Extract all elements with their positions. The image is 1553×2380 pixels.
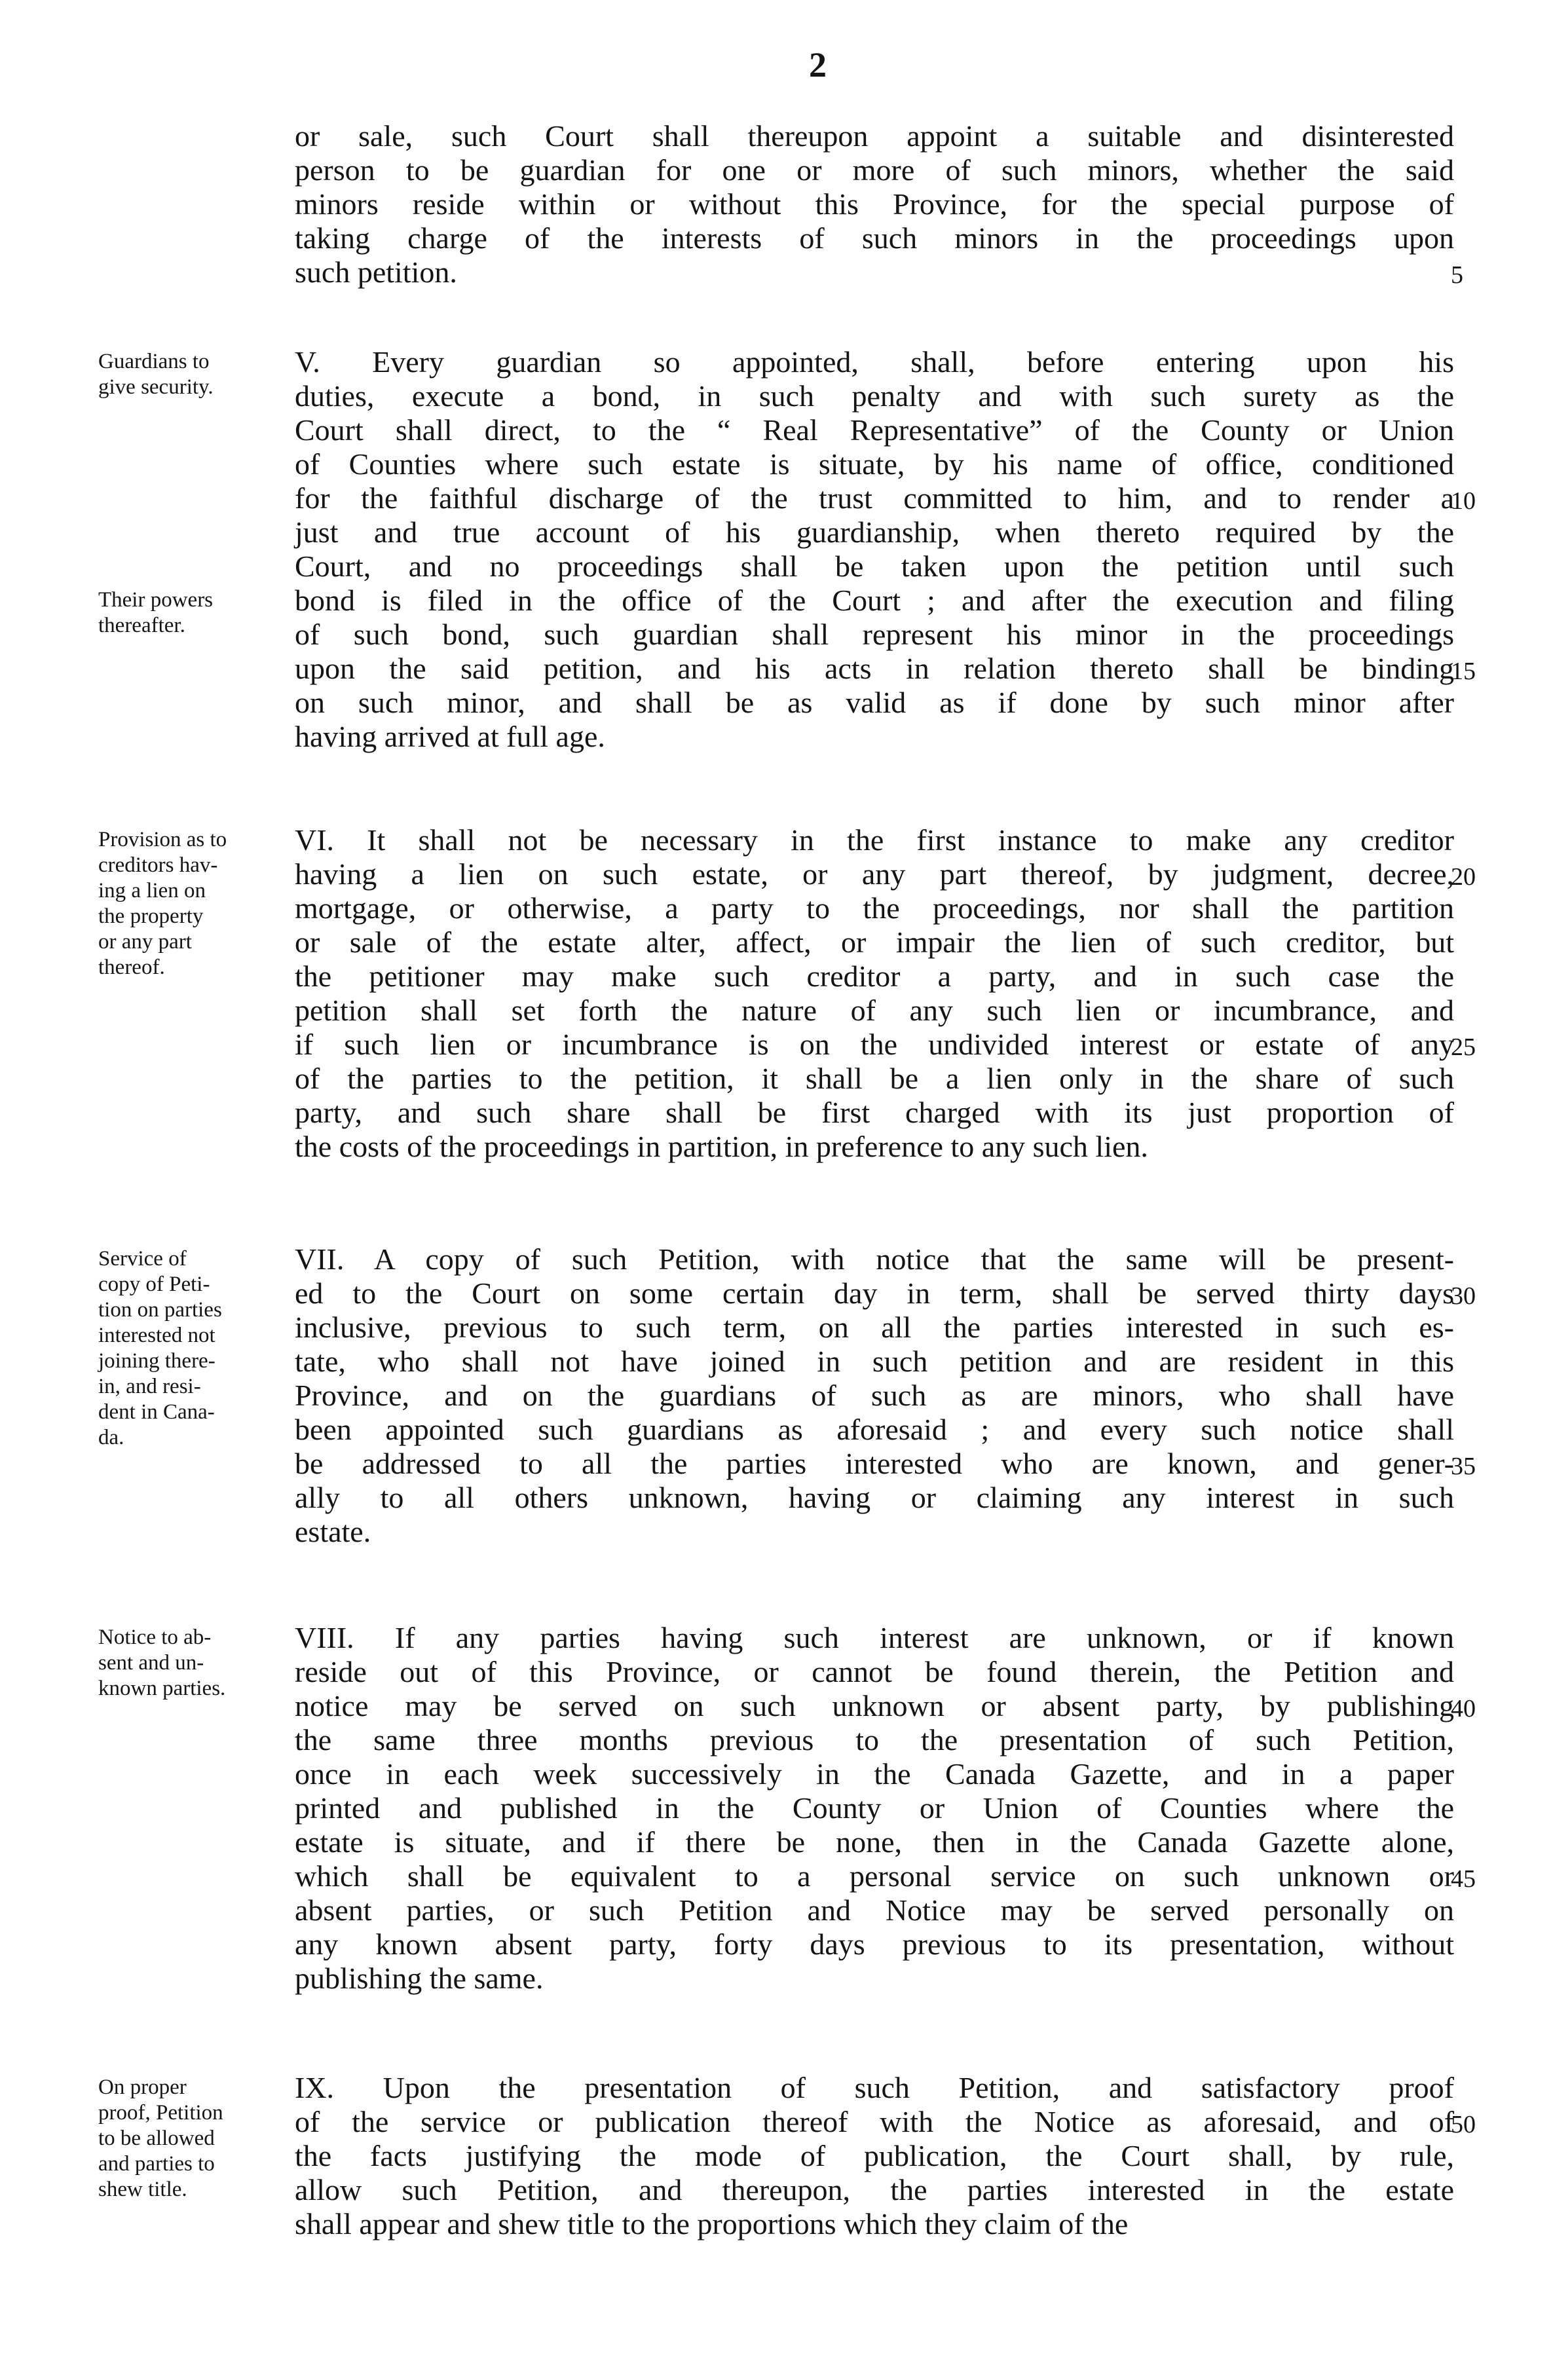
section-body: [295, 119, 1454, 289]
text-line: inclusive, previous to such term, on all the parties interested in such es-: [295, 1311, 1454, 1344]
section-body: [295, 2071, 1454, 2241]
line-number: 25: [1451, 1033, 1476, 1061]
text-line: absent parties, or such Petition and Notice may be served personally on: [295, 1893, 1454, 1927]
text-line: taking charge of the interests of such minors in the proceedings upon: [295, 221, 1454, 255]
text-line: the facts justifying the mode of publication, the Court shall, by rule,: [295, 2139, 1454, 2172]
text-line: tate, who shall not have joined in such petition and are resident in this: [295, 1345, 1454, 1378]
text-line: if such lien or incumbrance is on the undivided interest or estate of any: [295, 1028, 1454, 1061]
text-line: person to be guardian for one or more of such minors, whether the said: [295, 153, 1454, 187]
text-line: Province, and on the guardians of such as are minors, who shall have: [295, 1379, 1454, 1412]
section-body: [295, 1242, 1454, 1549]
text-line: minors reside within or without this Province, for the special purpose of: [295, 187, 1454, 221]
text-line: which shall be equivalent to a personal service on such unknown or: [295, 1859, 1454, 1893]
page-number: 2: [809, 45, 827, 84]
line-number: 5: [1451, 261, 1463, 289]
text-line: once in each week successively in the Canada Gazette, and in a paper: [295, 1757, 1454, 1791]
text-line: be addressed to all the parties interested who are known, and gener-: [295, 1447, 1454, 1480]
text-line: the petitioner may make such creditor a party, and in such case the: [295, 959, 1454, 993]
line-number: 40: [1451, 1695, 1476, 1722]
text-line: bond is filed in the office of the Court ; and after the execution and filing: [295, 584, 1454, 617]
text-line: having arrived at full age.: [295, 720, 605, 753]
text-line: VI. It shall not be necessary in the first instance to make any creditor: [295, 823, 1454, 857]
text-line: party, and such share shall be first charged with its just proportion of: [295, 1096, 1454, 1129]
text-line: notice may be served on such unknown or absent party, by publishing: [295, 1689, 1454, 1722]
text-line: petition shall set forth the nature of any such lien or incumbrance, and: [295, 994, 1454, 1027]
text-line: on such minor, and shall be as valid as if done by such minor after: [295, 686, 1454, 719]
text-line: for the faithful discharge of the trust committed to him, and to render a: [295, 481, 1454, 515]
text-line: allow such Petition, and thereupon, the parties interested in the estate: [295, 2173, 1454, 2206]
text-line: VII. A copy of such Petition, with notice that the same will be present-: [295, 1242, 1454, 1276]
text-line: or sale, such Court shall thereupon appoint a suitable and disinterested: [295, 119, 1454, 153]
line-number: 35: [1451, 1453, 1476, 1480]
margin-note: Service of copy of Peti- tion on parties interested not joining there- in, and resi- dent in Cana- da.: [98, 1247, 222, 1449]
text-line: publishing the same.: [295, 1962, 544, 1995]
margin-note: Guardians to give security.: [98, 350, 214, 399]
line-number: 30: [1451, 1282, 1476, 1310]
text-line: IX. Upon the presentation of such Petition, and satisfactory proof: [295, 2071, 1454, 2104]
section-body: [295, 1621, 1454, 1996]
text-line: V. Every guardian so appointed, shall, before entering upon his: [295, 345, 1454, 379]
line-number: 50: [1451, 2111, 1476, 2138]
margin-note: On proper proof, Petition to be allowed and parties to shew title.: [98, 2075, 223, 2201]
line-number: 45: [1451, 1865, 1476, 1893]
line-number: 20: [1451, 863, 1476, 891]
text-line: mortgage, or otherwise, a party to the proceedings, nor shall the partition: [295, 891, 1454, 925]
text-line: upon the said petition, and his acts in relation thereto shall be binding: [295, 652, 1454, 685]
text-line: VIII. If any parties having such interest are unknown, or if known: [295, 1621, 1454, 1654]
text-line: Court, and no proceedings shall be taken upon the petition until such: [295, 549, 1454, 583]
section-body: [295, 823, 1454, 1164]
text-line: the costs of the proceedings in partition, in preference to any such lien.: [295, 1130, 1148, 1163]
text-line: such petition.: [295, 255, 457, 289]
margin-note: Provision as to creditors hav- ing a lien on the property or any part thereof.: [98, 828, 227, 979]
text-line: any known absent party, forty days previous to its presentation, without: [295, 1927, 1454, 1961]
text-line: the same three months previous to the presentation of such Petition,: [295, 1723, 1454, 1757]
text-line: of the parties to the petition, it shall be a lien only in the share of such: [295, 1062, 1454, 1095]
text-line: shall appear and shew title to the proportions which they claim of the: [295, 2207, 1129, 2241]
text-line: just and true account of his guardianship, when thereto required by the: [295, 515, 1454, 549]
margin-note: Notice to ab- sent and un- known parties.: [98, 1626, 226, 1700]
text-line: printed and published in the County or Union of Counties where the: [295, 1791, 1454, 1825]
text-line: ally to all others unknown, having or claiming any interest in such: [295, 1481, 1454, 1514]
text-line: having a lien on such estate, or any part thereof, by judgment, decree,: [295, 857, 1454, 891]
text-line: Court shall direct, to the “ Real Representative” of the County or Union: [295, 413, 1454, 447]
section-body: [295, 345, 1454, 754]
text-line: estate.: [295, 1515, 371, 1548]
text-line: of Counties where such estate is situate, by his name of office, conditioned: [295, 447, 1454, 481]
text-line: duties, execute a bond, in such penalty and with such surety as the: [295, 379, 1454, 413]
text-line: been appointed such guardians as aforesaid ; and every such notice shall: [295, 1413, 1454, 1446]
text-line: reside out of this Province, or cannot be found therein, the Petition and: [295, 1655, 1454, 1688]
text-line: of such bond, such guardian shall represent his minor in the proceedings: [295, 618, 1454, 651]
text-line: of the service or publication thereof with the Notice as aforesaid, and of: [295, 2105, 1454, 2138]
line-number: 10: [1451, 487, 1476, 515]
text-line: estate is situate, and if there be none, then in the Canada Gazette alone,: [295, 1825, 1454, 1859]
line-number: 15: [1451, 658, 1476, 685]
text-line: ed to the Court on some certain day in term, shall be served thirty days: [295, 1276, 1454, 1310]
margin-note: Their powers thereafter.: [98, 588, 214, 637]
text-line: or sale of the estate alter, affect, or impair the lien of such creditor, but: [295, 925, 1454, 959]
